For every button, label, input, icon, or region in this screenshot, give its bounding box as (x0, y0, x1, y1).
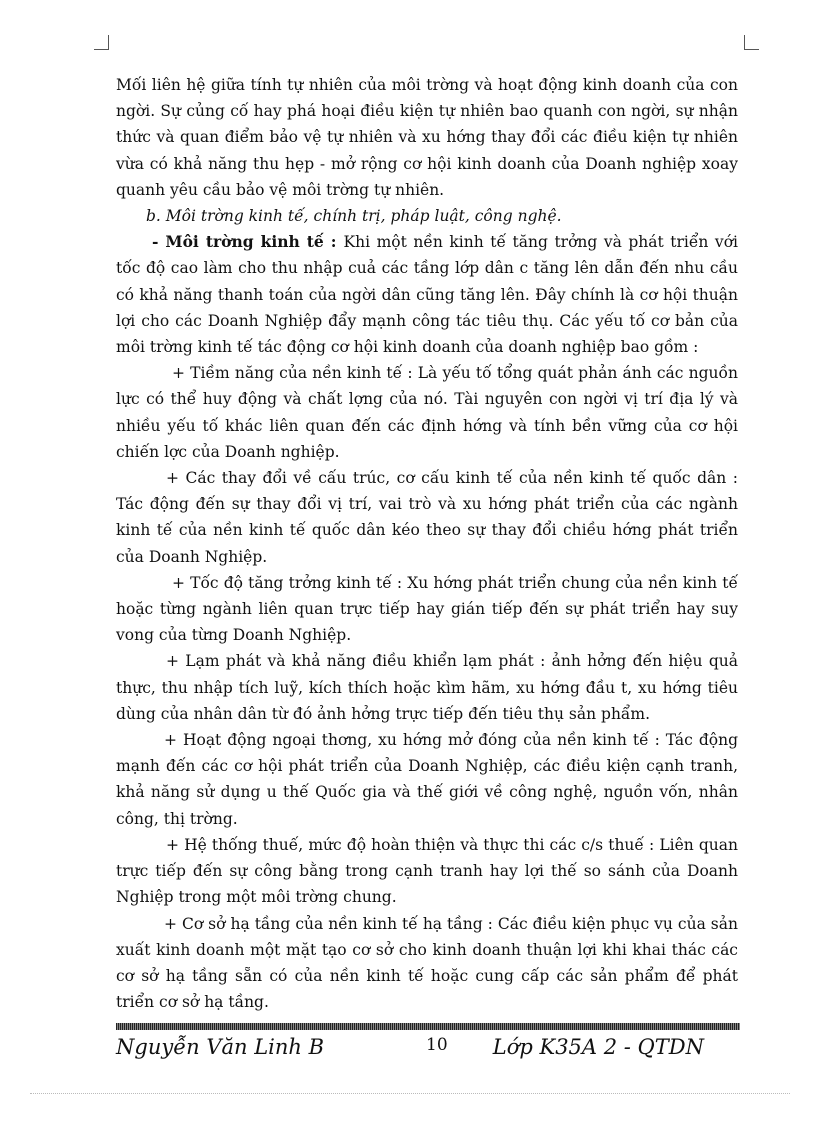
crop-mark-top-left (94, 35, 109, 50)
section-heading: b. Môi trờng kinh tế, chính trị, pháp luật, công nghệ. (146, 207, 562, 226)
page-footer (116, 1035, 740, 1065)
footer-class: Lớp K35A 2 - QTDN (492, 1035, 704, 1059)
paragraph-1: Mối liên hệ giữa tính tự nhiên của môi trờng và hoạt động kinh doanh của con ngời. Sự củng cố hay phá hoại điều kiện tự nhiên bao quanh con ngời, sự nhận thức và quan điểm bảo vệ tự nhiên và xu hớng thay đổi các điều kiện tự nhiên vừa có khả năng thu hẹp - mở rộng cơ hội kinh doanh của Doanh nghiệp xoay quanh yêu cầu bảo vệ môi trờng tự nhiên. (116, 76, 738, 199)
paragraph-foreign-trade: + Hoạt động ngoại thơng, xu hớng mở đóng của nền kinh tế : Tác động mạnh đến các cơ hội phát triển của Doanh Nghiệp, các điều kiện cạnh tranh, khả năng sử dụng u thế Quốc gia và thế giới về công nghệ, nguồn vốn, nhân công, thị trờng. (116, 731, 738, 828)
economic-env-text: Khi một nền kinh tế tăng trởng và phát triển với tốc độ cao làm cho thu nhập cuả các tầng lớp dân c tăng lên dẫn đến nhu cầu có khả năng thanh toán của ngời dân cũng tăng lên. Đây chính là cơ hội thuận lợi cho các Doanh Nghiệp đẩy mạnh công tác tiêu thụ. Các yếu tố cơ bản của môi trờng kinh tế tác động cơ hội kinh doanh của doanh nghiệp bao gồm : (116, 233, 738, 357)
paragraph-inflation: + Lạm phát và khả năng điều khiển lạm phát : ảnh hởng đến hiệu quả thực, thu nhập tích luỹ, kích thích hoặc kìm hãm, xu hớng đầu t, xu hớng tiêu dùng của nhân dân từ đó ảnh hởng trực tiếp đến tiêu thụ sản phẩm. (116, 652, 738, 723)
paragraph-infrastructure: + Cơ sở hạ tầng của nền kinh tế hạ tầng : Các điều kiện phục vụ của sản xuất kinh doanh một mặt tạo cơ sở cho kinh doanh thuận lợi khi khai thác các cơ sở hạ tầng sẵn có của nền kinh tế hoặc cung cấp các sản phẩm để phát triển cơ sở hạ tầng. (116, 914, 738, 1012)
crop-mark-top-right (744, 35, 759, 50)
page-number: 10 (426, 1035, 448, 1055)
paragraph-economic-env (116, 229, 738, 360)
paragraph-potential: + Tiềm năng của nền kinh tế : Là yếu tố tổng quát phản ánh các nguồn lực có thể huy động và chất lợng của nó. Tài nguyên con ngời vị trí địa lý và nhiều yếu tố khác liên quan đến các định hớng và tính bền vững của cơ hội chiến lợc của Doanh nghiệp. (116, 364, 738, 461)
bottom-dotted-line (30, 1093, 790, 1095)
document-body (116, 72, 738, 1015)
economic-env-label: - Môi trờng kinh tế : (152, 232, 344, 252)
footer-author: Nguyễn Văn Linh B (116, 1035, 325, 1059)
footer-rule (116, 1023, 740, 1030)
paragraph-tax: + Hệ thống thuế, mức độ hoàn thiện và thực thi các c/s thuế : Liên quan trực tiếp đến sự công bằng trong cạnh tranh hay lợi thế so sánh của Doanh Nghiệp trong một môi trờng chung. (116, 835, 738, 907)
paragraph-growth: + Tốc độ tăng trởng kinh tế : Xu hớng phát triển chung của nền kinh tế hoặc từng ngành liên quan trực tiếp hay gián tiếp đến sự phát triển hay suy vong của từng Doanh Nghiệp. (116, 573, 738, 645)
paragraph-structure: + Các thay đổi về cấu trúc, cơ cấu kinh tế của nền kinh tế quốc dân : Tác động đến sự thay đổi vị trí, vai trò và xu hớng phát triển của các ngành kinh tế của nền kinh tế quốc dân kéo theo sự thay đổi chiều hớng phát triển của Doanh Nghiệp. (116, 469, 738, 566)
